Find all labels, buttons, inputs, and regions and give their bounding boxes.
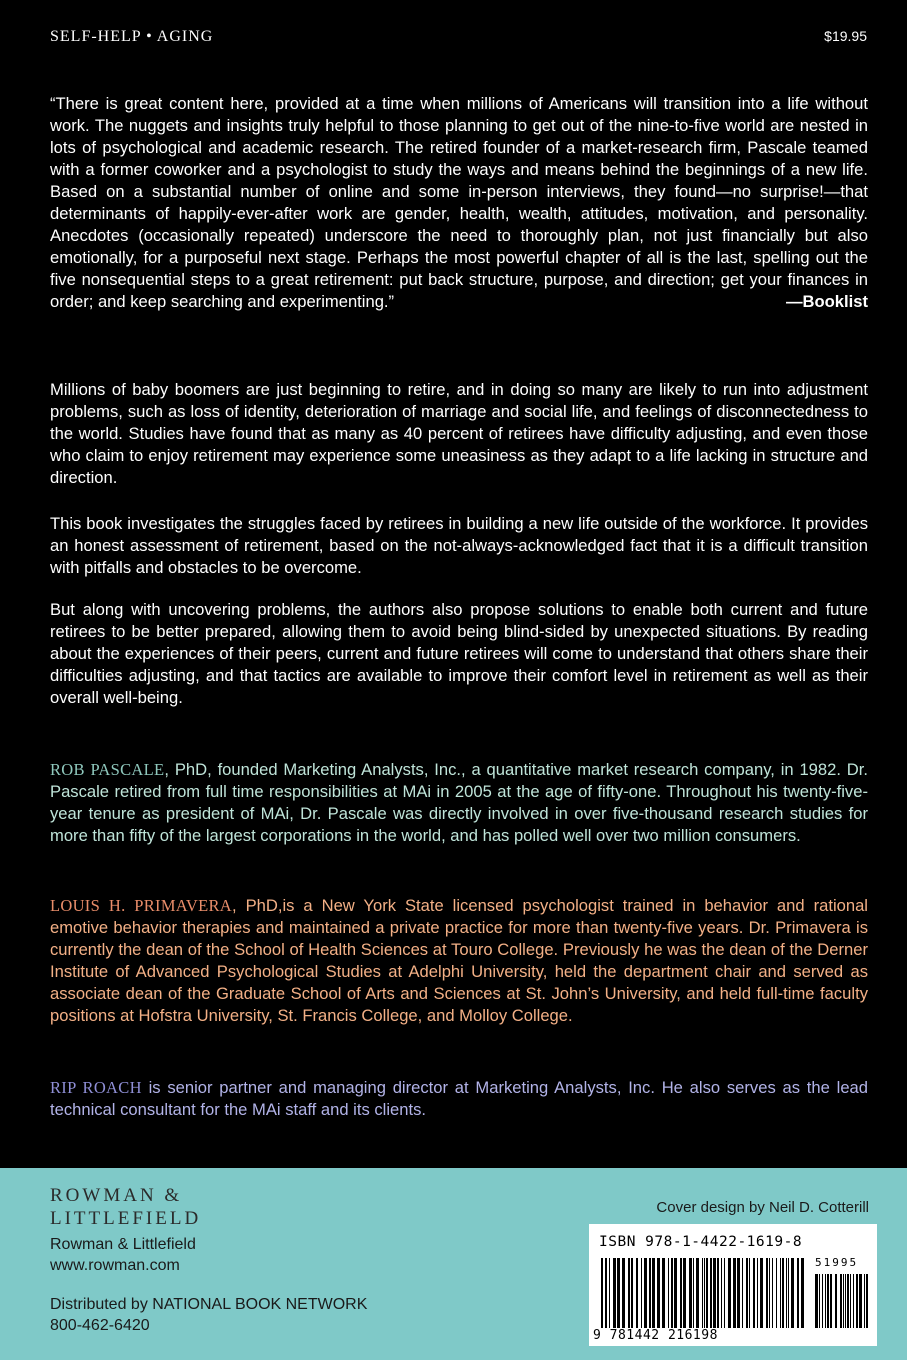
barcode-bar xyxy=(749,1258,750,1328)
barcode-bar xyxy=(815,1274,818,1328)
price-supplement-digits: 51995 xyxy=(815,1256,859,1269)
barcode-bar xyxy=(769,1258,770,1328)
barcode-bar xyxy=(668,1258,669,1328)
barcode-bar xyxy=(782,1258,784,1328)
barcode-bar xyxy=(601,1258,603,1328)
barcode-bar xyxy=(786,1258,787,1328)
description-paragraph-2: This book investigates the struggles faced by retirees in building a new life outside of the workforce. It provides an honest assessment of retirement, based on the not-always-acknowledged fact that it is a difficult transition with pitfalls and obstacles to be overcome. xyxy=(50,514,868,577)
publisher-footer xyxy=(0,1168,907,1360)
description-paragraph-1: Millions of baby boomers are just beginning to retire, and in doing so many are likely to run into adjustment problems, such as loss of identity, deterioration of marriage and social life, and feelings of disconnectedness to the world. Studies have found that as many as 40 percent of retirees have difficulty adjusting, and even those who claim to enjoy retirement may experience some uneasiness as they adapt to a life lacking in structure and direction. xyxy=(50,380,868,487)
barcode-bar xyxy=(847,1274,849,1328)
publisher-website: www.rowman.com xyxy=(50,1257,180,1274)
author-name: RIP ROACH xyxy=(50,1078,142,1097)
author-bio-pascale xyxy=(50,759,868,847)
barcode-digits: 9 781442 216198 xyxy=(593,1328,718,1343)
barcode-bar xyxy=(702,1258,703,1328)
barcode-bar xyxy=(766,1258,768,1328)
barcode-bar xyxy=(680,1258,682,1328)
isbn-number: ISBN 978-1-4422-1619-8 xyxy=(599,1234,803,1250)
barcode-bar xyxy=(801,1258,804,1328)
barcode-bar xyxy=(704,1258,705,1328)
barcode-bar xyxy=(760,1258,763,1328)
barcode-bar xyxy=(822,1274,823,1328)
header-bar xyxy=(50,28,867,50)
barcode-bar xyxy=(636,1258,638,1328)
barcode-bar xyxy=(830,1274,832,1328)
barcode-bar xyxy=(674,1258,677,1328)
distributor-phone: 800-462-6420 xyxy=(50,1317,150,1334)
barcode-bar xyxy=(713,1258,716,1328)
publisher-logo xyxy=(50,1184,201,1230)
barcode-bar xyxy=(605,1258,607,1328)
barcode-bar xyxy=(737,1258,740,1328)
author-bio-text: , PhD,is a New York State licensed psychologist trained in behavior and rational emotive behavior therapies and maintained a private practice for more than twenty-five years. Dr. Primavera is currently the dean of the School of Health Sciences at Touro College. Previously he was the dean of the Derner Institute of Advanced Psychological Studies at Adelphi University, held the department chair and served as associate dean of the Graduate School of Arts and Sciences at St. John’s University, and held full-time faculty positions at Hofstra University, St. Francis College, and Molloy College. xyxy=(50,896,868,1025)
barcode-bar xyxy=(662,1258,665,1328)
barcode-bar xyxy=(776,1258,777,1328)
barcode-bar xyxy=(693,1258,694,1328)
barcode-bar xyxy=(845,1274,846,1328)
barcode-bar xyxy=(696,1258,699,1328)
barcode-bar xyxy=(652,1258,655,1328)
barcode-bar xyxy=(840,1274,842,1328)
author-bio-primavera xyxy=(50,895,868,1027)
review-text: “There is great content here, provided at a time when millions of Americans will transition into a life without work. The nuggets and insights truly helpful to those planning to get out of the nine-to-five world are nested in lots of psychological and academic research. The retired founder of a market-research firm, Pascale teamed with a former coworker and a psychologist to study the ways and means behind the beginnings of a new life. Based on a substantial number of online and some in-person interviews, they found—no surprise!—that determinants of happily-ever-after work are gender, health, wealth, attitudes, motivation, and personality. Anecdotes (occasionally repeated) underscore the need to thoroughly plan, not just financially but also emotionally, for a purposeful next stage. Perhaps the most powerful chapter of all is the last, spelling out the five nonsequential steps to a great retirement: put back structure, purpose, and direction; get your finances in order; and keep searching and experimenting.” xyxy=(50,94,868,311)
barcode-bar xyxy=(791,1258,794,1328)
barcode-bar xyxy=(631,1258,633,1328)
publisher-logo-line: LITTLEFIELD xyxy=(50,1208,202,1229)
barcode-bar xyxy=(753,1258,755,1328)
barcode-bar xyxy=(866,1274,868,1328)
barcode-supplement-bars xyxy=(813,1274,871,1328)
barcode-bar xyxy=(850,1274,851,1328)
barcode-bar xyxy=(724,1258,725,1328)
author-bio-roach xyxy=(50,1077,868,1121)
barcode-bar xyxy=(628,1258,630,1328)
barcode-bar xyxy=(710,1258,712,1328)
barcode-bar xyxy=(721,1258,722,1328)
barcode-bars xyxy=(599,1258,807,1328)
barcode-bar xyxy=(827,1274,829,1328)
barcode-bar xyxy=(617,1258,620,1328)
barcode-bar xyxy=(717,1258,719,1328)
barcode-bar xyxy=(757,1258,758,1328)
barcode-bar xyxy=(746,1258,748,1328)
publisher-name: Rowman & Littlefield xyxy=(50,1236,196,1253)
barcode-bar xyxy=(788,1258,789,1328)
barcode-bar xyxy=(843,1274,844,1328)
barcode-bar xyxy=(780,1258,781,1328)
barcode-bar xyxy=(644,1258,647,1328)
barcode-bar xyxy=(835,1274,837,1328)
barcode-bar xyxy=(706,1258,708,1328)
publisher-logo-line: ROWMAN & xyxy=(50,1185,183,1206)
description-paragraph-3: But along with uncovering problems, the authors also propose solutions to enable both current and future retirees to be better prepared, allowing them to avoid being blind-sided by unexpected situations. By reading about the experiences of their peers, current and future retirees will come to understand that others share their difficulties adjusting, and that tactics are available to improve their comfort level in retirement as well as their overall well-being. xyxy=(50,600,868,707)
author-bio-text: , PhD, founded Marketing Analysts, Inc., a quantitative market research company, in 1982. Dr. Pascale retired from full time responsibilities at MAi in 2005 at the age of fifty-one. Throughout his twenty-five-year tenure as president of MAi, Dr. Pascale was directly involved in over five-thousand research studies for more than fifty of the largest corporations in the world, and has polled well over two million consumers. xyxy=(50,760,868,845)
barcode-bar xyxy=(609,1258,610,1328)
cover-design-credit: Cover design by Neil D. Cotterill xyxy=(656,1199,869,1216)
isbn-barcode xyxy=(589,1224,877,1346)
review-quote xyxy=(50,93,868,313)
barcode-bar xyxy=(853,1274,854,1328)
barcode-bar xyxy=(649,1258,651,1328)
barcode-bar xyxy=(641,1258,642,1328)
barcode-bar xyxy=(733,1258,736,1328)
barcode-bar xyxy=(657,1258,660,1328)
barcode-bar xyxy=(742,1258,743,1328)
review-credit: —Booklist xyxy=(785,292,868,311)
barcode-bar xyxy=(864,1274,865,1328)
distributor-text: Distributed by NATIONAL BOOK NETWORK xyxy=(50,1296,368,1313)
category-label: SELF-HELP • AGING xyxy=(50,28,214,45)
barcode-bar xyxy=(819,1274,820,1328)
barcode-bar xyxy=(797,1258,799,1328)
barcode-bar xyxy=(825,1274,826,1328)
barcode-bar xyxy=(622,1258,625,1328)
barcode-bar xyxy=(671,1258,673,1328)
barcode-bar xyxy=(683,1258,686,1328)
author-name: ROB PASCALE xyxy=(50,760,165,779)
barcode-bar xyxy=(728,1258,731,1328)
barcode-bar xyxy=(613,1258,616,1328)
price-label: $19.95 xyxy=(824,28,867,44)
barcode-bar xyxy=(689,1258,692,1328)
barcode-bar xyxy=(772,1258,773,1328)
author-name: LOUIS H. PRIMAVERA xyxy=(50,896,233,915)
barcode-bar xyxy=(856,1274,858,1328)
barcode-bar xyxy=(859,1274,862,1328)
author-bio-text: is senior partner and managing director at Marketing Analysts, Inc. He also serves as the lead technical consultant for the MAi staff and its clients. xyxy=(50,1078,868,1119)
